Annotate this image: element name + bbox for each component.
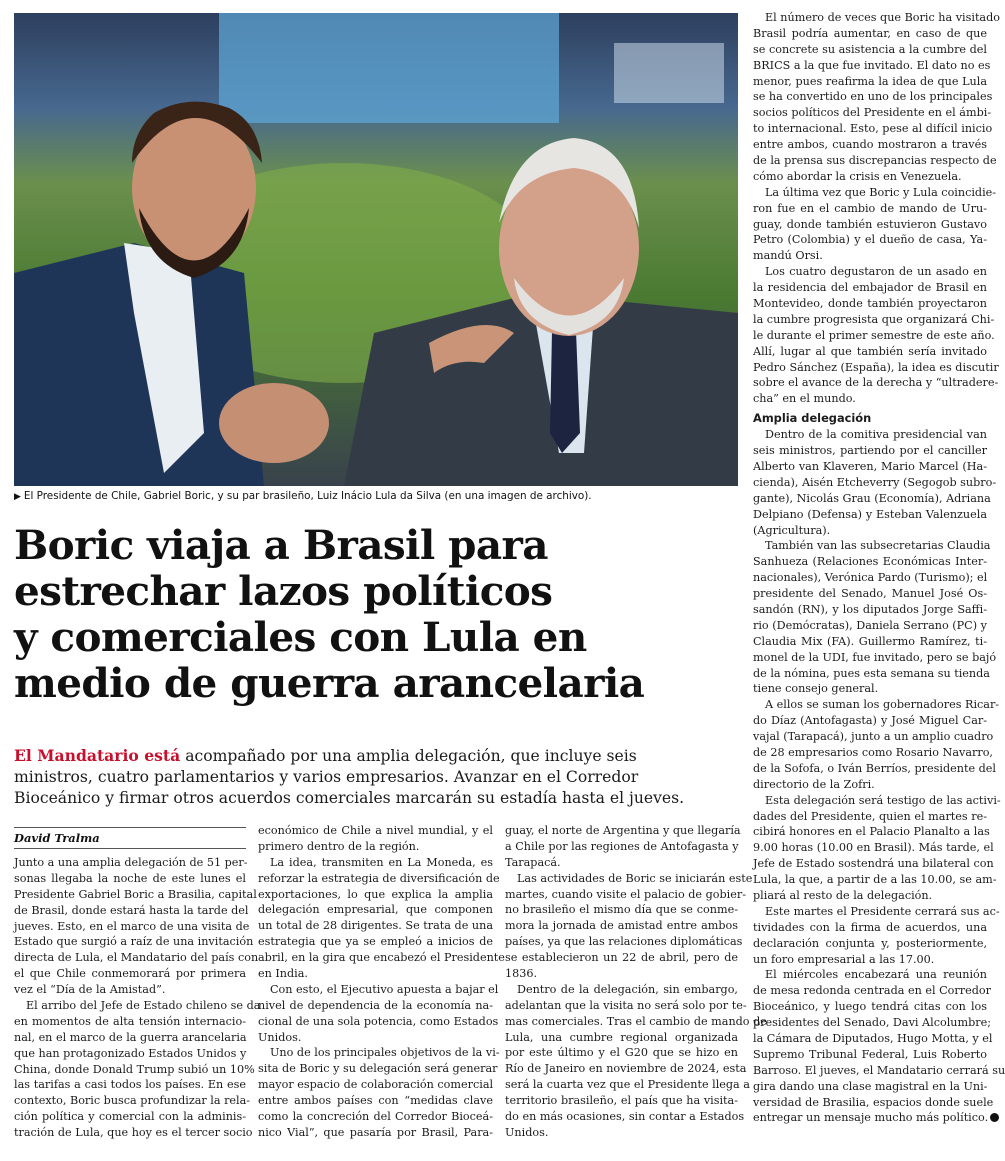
text-line: estrategia que ya se empleó a inicios de xyxy=(258,935,493,949)
text-line: Las actividades de Boric se iniciarán este xyxy=(517,871,753,885)
deck-text: ministros, cuatro parlamentarios y varios empresarios. Avanzar en el Corredor xyxy=(14,768,639,786)
text-line: Supremo Tribunal Federal, Luis Roberto xyxy=(753,1047,987,1061)
text-line: Estado que surgió a raíz de una invitación xyxy=(14,935,254,949)
deck-text: Bioceánico y firmar otros acuerdos comerciales marcarán su estadía hasta el jueves. xyxy=(14,789,685,807)
text-line: nal, en el marco de la guerra arancelaria xyxy=(14,1030,247,1044)
text-line: mayor espacio de colaboración comercial xyxy=(258,1078,494,1092)
text-line: 9.00 horas (10.00 en Brasil). Más tarde, el xyxy=(753,841,994,855)
text-line: ron fue en el cambio de mando de Uru- xyxy=(753,201,987,215)
column-1 xyxy=(14,855,261,1141)
text-line: cha” en el mundo. xyxy=(753,392,856,406)
text-line: por este último y el G20 que se hizo en xyxy=(505,1046,738,1060)
text-line: las tarifas a casi todos los países. En ese xyxy=(14,1078,246,1092)
text-line: gira dando una clase magistral en la Uni- xyxy=(753,1079,988,1093)
text-line: monel de la UDI, fue invitado, pero se bajó xyxy=(753,650,997,664)
photo-icon xyxy=(14,13,738,486)
text-line: La última vez que Boric y Lula coincidie- xyxy=(765,185,997,199)
text-line: A ellos se suman los gobernadores Ricar- xyxy=(765,698,1000,712)
text-line: Brasil podría aumentar, en caso de que xyxy=(753,26,987,40)
text-line: El número de veces que Boric ha visitado xyxy=(765,11,1001,24)
text-line: de la Sofofa, o Iván Berríos, presidente del xyxy=(753,761,996,775)
text-line: nacionales), Verónica Pardo (Turismo); el xyxy=(753,571,988,585)
text-line: Sanhueza (Relaciones Económicas Inter- xyxy=(753,555,987,569)
text-line: en India. xyxy=(258,967,308,981)
text-line: directa de Lula, el Mandatario del país con xyxy=(14,951,259,965)
caption-marker-icon: ▶ xyxy=(14,492,21,502)
text-line: presidente del Senado, Manuel José Os- xyxy=(753,587,987,601)
text-line: Claudia Mix (FA). Guillermo Ramírez, ti- xyxy=(753,634,987,648)
column-3 xyxy=(505,823,767,1141)
text-line: entre ambos, cuando mostraron a través xyxy=(753,138,987,152)
end-mark-icon xyxy=(990,1113,999,1122)
text-line: cómo abordar la crisis en Venezuela. xyxy=(753,169,962,183)
text-line: contexto, Boric busca profundizar la rela- xyxy=(14,1094,251,1108)
text-line: Unidos. xyxy=(258,1030,302,1044)
text-line: de la nómina, pues esta semana su tienda xyxy=(753,666,990,680)
headline-line: Boric viaja a Brasil para xyxy=(14,521,548,569)
text-line: entregar un mensaje mucho más político. xyxy=(753,1110,987,1126)
text-line: abril, en la gira que encabezó el Presidente xyxy=(258,951,505,965)
text-line: la residencia del embajador de Brasil en xyxy=(753,281,987,295)
text-line: de mesa redonda centrada en el Corredor xyxy=(753,984,991,998)
text-line: territorio brasileño, el país que ha visita- xyxy=(505,1094,738,1108)
text-line: gante), Nicolás Grau (Economía), Adriana xyxy=(753,491,991,505)
text-line: Pedro Sánchez (España), la idea es discutir xyxy=(753,360,999,374)
text-line: Uno de los principales objetivos de la vi- xyxy=(270,1046,500,1060)
text-line: ción política y comercial con la adminis- xyxy=(14,1110,246,1124)
text-line: Unidos. xyxy=(505,1125,549,1139)
deck-text: acompañado por una amplia delegación, que incluye seis xyxy=(180,747,637,765)
text-line: de Brasil, donde estará hasta la tarde del xyxy=(14,903,249,917)
text-line: rio (Demócratas), Daniela Serrano (PC) y xyxy=(753,618,987,632)
text-line: dades del Presidente, quien el martes re- xyxy=(753,809,987,823)
text-line: vez el “Día de la Amistad”. xyxy=(14,983,166,997)
text-line: Dentro de la delegación, sin embargo, xyxy=(517,982,738,996)
headline-line: medio de guerra arancelaria xyxy=(14,659,645,707)
text-line: se ha convertido en uno de los principales xyxy=(753,90,993,104)
text-line: Presidente Gabriel Boric a Brasilia, capital xyxy=(14,887,257,901)
text-line: se establecieron un 22 de abril, pero de xyxy=(505,951,738,965)
text-line: Río de Janeiro en noviembre de 2024, esta xyxy=(505,1062,747,1076)
text-line: presidentes del Senado, Davi Alcolumbre; xyxy=(753,1016,991,1030)
text-line: Montevideo, donde también proyectaron xyxy=(753,297,987,311)
text-line: El miércoles encabezará una reunión xyxy=(765,968,987,982)
text-line: Allí, lugar al que también sería invitado xyxy=(753,344,987,358)
text-line: Esta delegación será testigo de las activi- xyxy=(765,793,1001,807)
text-line: sandón (RN), y los diputados Jorge Saffi- xyxy=(753,602,987,616)
headline-line: estrechar lazos políticos xyxy=(14,567,553,615)
text-line: do Díaz (Antofagasta) y José Miguel Car- xyxy=(753,714,987,728)
text-line: Bioceánico, y luego tendrá citas con los xyxy=(753,1000,987,1014)
text-line: socios políticos del Presidente en el ámbi- xyxy=(753,106,992,120)
text-line: vajal (Tarapacá), junto a un amplio cuadro xyxy=(753,730,994,744)
text-line: entre ambos países con “medidas clave xyxy=(258,1094,493,1108)
byline: David Tralma xyxy=(14,831,100,845)
text-line: Alberto van Klaveren, Mario Marcel (Ha- xyxy=(753,459,987,473)
text-line: el que Chile conmemorará por primera xyxy=(14,967,246,981)
text-line: cienda), Aisén Etcheverry (Segogob subro- xyxy=(753,475,997,489)
text-line: adelantan que la visita no será solo por te- xyxy=(505,998,747,1012)
deck-lead: El Mandatario está xyxy=(14,746,181,765)
text-line: China, donde Donald Trump subió un 10% xyxy=(14,1062,255,1076)
text-line: un total de 28 dirigentes. Se trata de una xyxy=(258,919,493,933)
text-line: Los cuatro degustaron de un asado en xyxy=(765,265,987,279)
text-line: mas comerciales. Tras el cambio de mando de xyxy=(505,1014,767,1028)
text-line: declaración conjunta y, posteriormente, xyxy=(753,936,987,950)
text-line: directorio de la Zofri. xyxy=(753,777,875,791)
text-line: Tarapacá. xyxy=(505,855,561,869)
headline-line: y comerciales con Lula en xyxy=(14,613,587,661)
text-line: países, ya que las relaciones diplomáticas xyxy=(505,935,743,949)
text-line: Delpiano (Defensa) y Esteban Valenzuela xyxy=(753,507,987,521)
text-line: Con esto, el Ejecutivo apuesta a bajar el xyxy=(270,982,499,996)
text-line: mora la jornada de amistad entre ambos xyxy=(505,919,738,933)
text-line: Este martes el Presidente cerrará sus ac- xyxy=(765,904,1000,918)
text-line: 1836. xyxy=(505,967,538,981)
text-line: (Agricultura). xyxy=(753,523,831,537)
caption-text: El Presidente de Chile, Gabriel Boric, y su par brasileño, Luiz Inácio Lula da Silva (en una imagen de archivo). xyxy=(23,490,592,502)
deck xyxy=(14,745,738,809)
text-line: reforzar la estrategia de diversificación de xyxy=(258,871,500,885)
text-line: Barroso. El jueves, el Mandatario cerrará su xyxy=(753,1063,1005,1077)
text-line: do en más ocasiones, sin contar a Estados xyxy=(505,1110,745,1124)
text-line: Petro (Colombia) y el dueño de casa, Ya- xyxy=(753,233,987,247)
headline xyxy=(14,522,738,706)
text-line: Dentro de la comitiva presidencial van xyxy=(765,428,987,442)
article-photo xyxy=(14,13,738,486)
text-line: cibirá honores en el Palacio Planalto a las xyxy=(753,825,990,839)
text-line: la cumbre progresista que organizará Chi- xyxy=(753,312,995,326)
text-line: económico de Chile a nivel mundial, y el xyxy=(258,824,493,837)
text-line: la Cámara de Diputados, Hugo Motta, y el xyxy=(753,1032,993,1045)
text-line: La idea, transmiten en La Moneda, es xyxy=(270,855,493,869)
text-line: le durante el primer semestre de este año. xyxy=(753,328,995,342)
text-line: un foro empresarial a las 17.00. xyxy=(753,952,935,966)
text-line: cional de una sola potencia, como Estados xyxy=(258,1014,499,1028)
text-line: mandú Orsi. xyxy=(753,249,823,263)
text-line: nico Vial”, que pasaría por Brasil, Para- xyxy=(258,1125,493,1139)
text-line: que han protagonizado Estados Unidos y xyxy=(14,1046,247,1060)
text-line: a Chile por las regiones de Antofagasta y xyxy=(505,839,739,853)
subheading: Amplia delegación xyxy=(753,411,872,426)
text-line: delegación empresarial, que componen xyxy=(258,903,493,917)
text-line: tiene consejo general. xyxy=(753,682,879,696)
text-line: tración de Lula, que hoy es el tercer socio xyxy=(14,1126,253,1140)
text-line: El arribo del Jefe de Estado chileno se da xyxy=(26,999,261,1013)
text-line: menor, pues reafirma la idea de que Lula xyxy=(753,74,987,88)
text-line: También van las subsecretarias Claudia xyxy=(765,539,991,553)
text-line: Junto a una amplia delegación de 51 per- xyxy=(14,856,248,869)
text-line: de 28 empresarios como Rosario Navarro, xyxy=(753,745,993,759)
text-line: martes, cuando visite el palacio de gobier- xyxy=(505,887,746,901)
photo-caption xyxy=(14,489,738,504)
text-line: primero dentro de la región. xyxy=(258,839,420,853)
text-line: guay, el norte de Argentina y que llegaría xyxy=(505,824,741,837)
text-line: to internacional. Esto, pese al difícil inicio xyxy=(753,122,993,136)
text-line: no brasileño el mismo día que se conme- xyxy=(505,903,738,917)
text-line: nivel de dependencia de la economía na- xyxy=(258,998,493,1012)
column-2 xyxy=(258,823,505,1141)
text-line: tividades con la firma de acuerdos, una xyxy=(753,920,987,934)
text-line: Lula, una cumbre regional organizada xyxy=(505,1030,738,1044)
text-line: jueves. Esto, en el marco de una visita de xyxy=(14,919,250,933)
text-line: se concrete su asistencia a la cumbre del xyxy=(753,42,987,56)
text-line: pliará al resto de la delegación. xyxy=(753,888,933,902)
byline-box xyxy=(14,827,246,849)
text-line: exportaciones, lo que explica la amplia xyxy=(258,887,493,901)
text-line: en momentos de alta tensión internacio- xyxy=(14,1014,246,1028)
text-line: como la concreción del Corredor Bioceá- xyxy=(258,1110,493,1124)
text-line: Lula, la que, a partir de a las 10.00, se am- xyxy=(753,873,997,887)
text-line: BRICS a la que fue invitado. El dato no es xyxy=(753,58,991,72)
text-line: sonas llegaba la noche de este lunes el xyxy=(14,871,246,885)
text-line: guay, donde también estuvieron Gustavo xyxy=(753,217,987,231)
text-line: será la cuarta vez que el Presidente llega a xyxy=(505,1078,750,1092)
column-4 xyxy=(753,10,1005,1126)
text-line: de la prensa sus discrepancias respecto de xyxy=(753,154,997,168)
text-line: sobre el avance de la derecha y “ultradere- xyxy=(753,376,999,390)
text-line: Jefe de Estado sostendrá una bilateral con xyxy=(753,857,994,871)
text-line: seis ministros, partiendo por el canciller xyxy=(753,444,987,458)
text-line: versidad de Brasilia, espacios donde suele xyxy=(753,1095,994,1109)
text-line: sita de Boric y su delegación será generar xyxy=(258,1062,498,1076)
